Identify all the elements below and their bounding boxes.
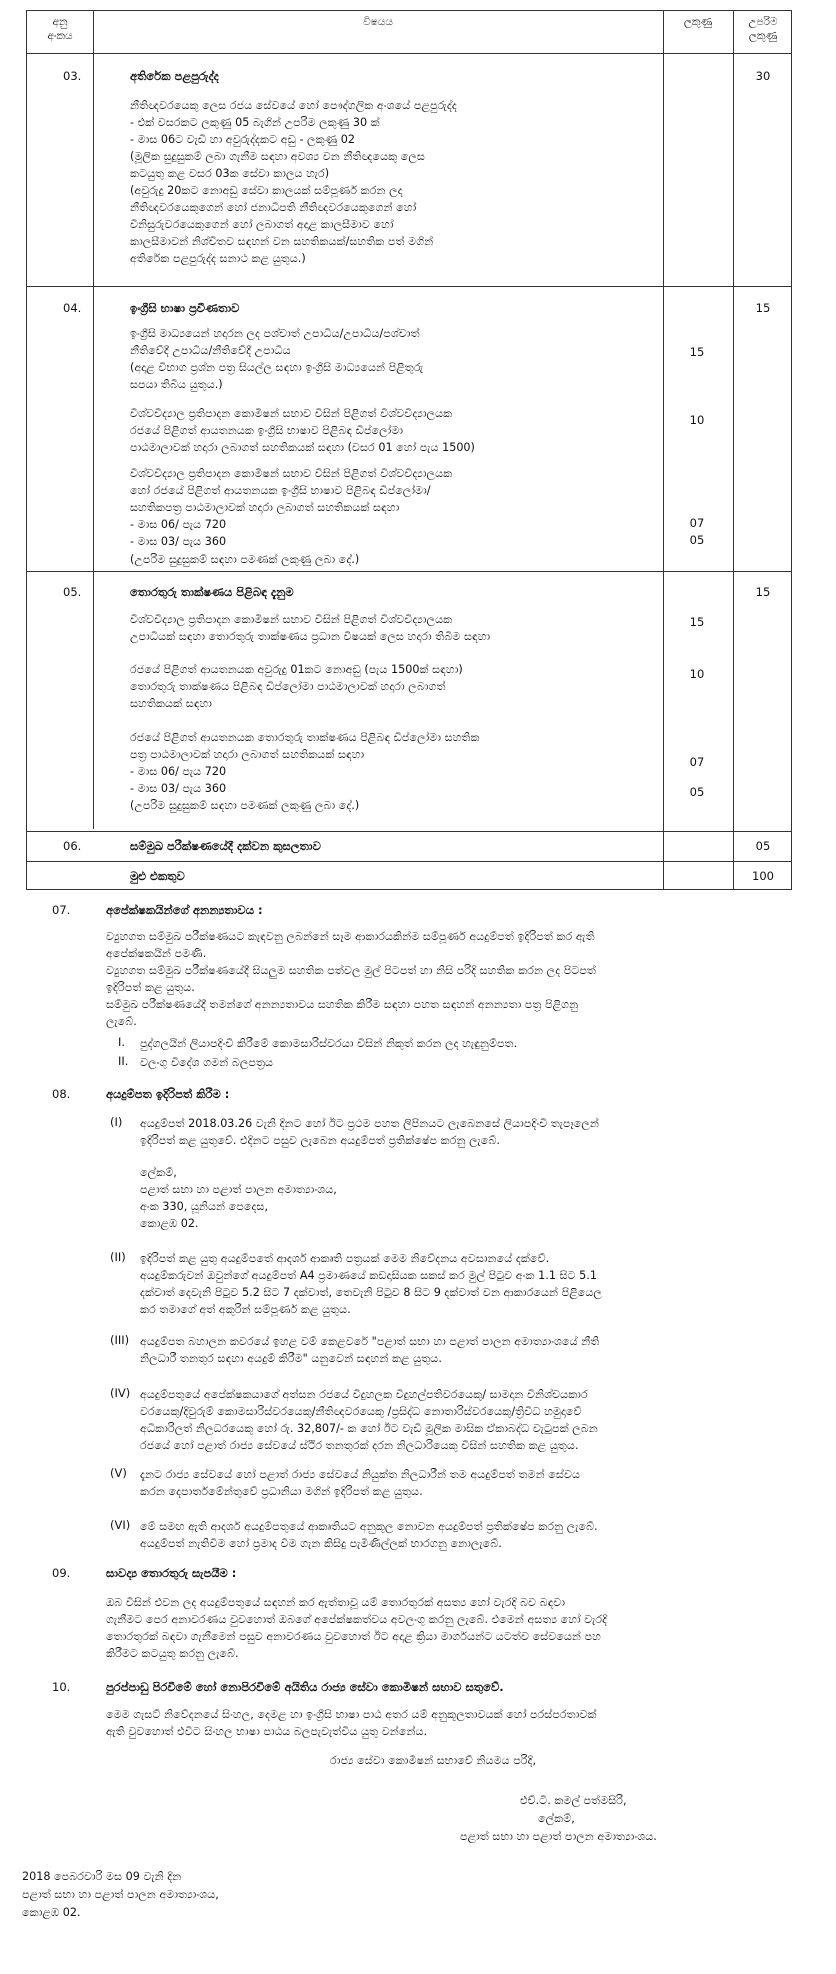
row-number: 05. [63, 585, 82, 599]
row-description: විශ්වවිද්‍යාල ප්‍රතිපාදන කොමිෂන් සභාව විසින් පිළිගත් විශ්වවිද්‍යාලයක රජයේ පිළිගත් ආයතනයක ඉංග්‍රීසි භාෂාව පිළිබඳ ඩිප්ලෝමා පාඨමාලාවක් හදාරා ලබාගත් සහතිකයක් සඳහා (වසර 01 හෝ පැය 1500) [130, 407, 475, 454]
apply-item-number: (V) [110, 1466, 127, 1480]
section-10-text: මෙම ගැසට් නිවේදනයේ සිංහල, දෙමළ හා ඉංග්‍රීසි භාෂා පාඨ අතර යම් අනුකූලතාවයක් හෝ පරස්පරතාවක් ඇති වුවහොත් එවිට සිංහල භාෂා පාඨය බලපැවැත්විය යුතු වන්නේය. [106, 1708, 597, 1738]
apply-item: මේ සමඟ ඇති ආදර්ශ අයදුම්පතුයේ ආකෘතියට අනුකූල නොවන අයදුම්පත් ප්‍රතික්ෂේප කරනු ලැබේ. අයදුම්පත් නැතිවීම හෝ ප්‍රමාද වීම ගැන කිසිදු පැමිණිල්ලක් භාරගනු නොලැබේ. [140, 1520, 598, 1550]
row-divider [27, 831, 791, 832]
column-divider [93, 11, 94, 829]
header-number: අනු අංකය [47, 16, 73, 42]
row-number: 03. [63, 69, 82, 83]
table-header [27, 11, 791, 54]
row-description: ඉංග්‍රීසි මාධ්‍යයෙන් හදාරන ලද පශ්චාත් උපාධිය/උපාධිය/පශ්චාත් නීතිවේදී උපාධිය/නීතිවේදී උපාධිය (අදාළ විභාග ප්‍රශ්න පත්‍ර සියල්ල සඳහා ඉංග්‍රීසි මාධ්‍යයෙන් පිළිතුරු සපයා තිබිය යුතුය.) [130, 327, 424, 391]
row-title: අතිරේක පළපුරුද්ද [130, 69, 219, 83]
id-item-number: I. [118, 1035, 126, 1049]
total-value: 100 [752, 869, 774, 883]
section-07-title: අපේක්ෂකයින්ගේ අනන්‍යතාවය : [106, 903, 263, 917]
sub-marks: 10 [689, 413, 705, 427]
row-title: ඉංග්‍රීසි භාෂා ප්‍රවීණතාව [130, 301, 240, 315]
apply-item: අයදුම්පත බහාලන කවරයේ ඉහළ වම් කෙළවරේ "පළාත් සභා හා පළාත් පාලන අමාත්‍යාංශයේ නීති නිලධාරී තනතුර සඳහා අයදුම් කිරීම" යනුවෙන් සඳහන් කළ යුතුය. [140, 1335, 600, 1365]
section-09-text: ඔබ විසින් එවන ලද අයදුම්පතුයේ සඳහන් කර ඇත්තාවූ යම් තොරතුරක් අසත්‍ය හෝ වැරදි බව බඳවා ගැනීමට පෙර අනාවරණය වුවහොත් ඔබගේ අපේක්ෂකත්වය අවලංගු කරනු ලැබේ. එමෙන් අසත්‍ය හෝ වැරදි තොරතුරක් බඳවා ගැනීමෙන් පසුව අනාවරණය වුවහොත් ඊට අදාළ ක්‍රියා මාර්ගයන්ට යටත්ව සේවයෙන් පහ කිරීමට කටයුතු කරනු ලැබේ. [106, 1596, 608, 1660]
section-07-text: ව්‍යුහගත සම්මුඛ පරීක්ෂණයට කැඳවනු ලබන්නේ සෑම ආකාරයකින්ම සම්පූර්ණ අයදුම්පත් ඉදිරිපත් කර ඇති අපේක්ෂකයින් පමණි. ව්‍යුහගත සම්මුඛ පරීක්ෂණයේදී සියලුම සහතික පත්වල මුල් පිටපත් හා නිසි පරිදි සහතික කරන ලද පිටපත් ඉදිරිපත් කළ යුතුය. සම්මුඛ පරීක්ෂණයේදී තමන්ගේ අනන්‍යතාවය සහතික කිරීම සඳහා පහත සඳහන් අනන්‍යතා පත්‍ර පිළිගනු ලැබේ. [106, 930, 597, 1028]
sub-marks: 05 [689, 533, 705, 547]
section-10-number: 10. [52, 1680, 71, 1694]
row-max-marks: 15 [755, 585, 771, 599]
apply-item-number: (II) [110, 1250, 126, 1264]
section-07-number: 07. [52, 903, 71, 917]
apply-item-number: (III) [110, 1333, 130, 1347]
row-description: නීතිඥවරයෙකු ලෙස රජය සේවයේ හෝ පෞද්ගලික අංශයේ පළපුරුද්ද - එක් වසරකට ලකුණු 05 බැගින් උපරිම ලකුණු 30 ක් - මාස 06ට වැඩි හා අවුරුද්දකට අඩු - ලකුණු 02 (මූලික සුදුසුකම් ලබා ගැනීම සඳහා අවශ්‍ය වන නීතිඥයෙකු ලෙස කටයුතු කළ වසර 03ක සේවා කාලය හැර) (අවුරුදු 20කට නොඅඩු සේවා කාලයක් සම්පූර්ණ කරන ලද නීතිඥවරයෙකුගෙන් හෝ ජනාධිපති නීතිඥවරයෙකුගෙන් හෝ විනිසුරුවරයෙකුගෙන් හෝ ලබාගත් අදාළ කාලසීමාව හෝ කාලසීමාවන් නිශ්චිතව සඳහන් වන සහතිකයක්/සහතික පත් මගින් අතිරේක පළපුරුද්ද සනාථ කළ යුතුය.) [130, 99, 457, 265]
header-subject: විෂයය [363, 16, 393, 28]
row-description: විශ්වවිද්‍යාල ප්‍රතිපාදන කොමිෂන් සභාව විසින් පිළිගත් විශ්වවිද්‍යාලයක උපාධියක් සඳහා තොරතුරු තාක්ෂණය ප්‍රධාන විෂයක් ලෙස හදාරා තිබීම සඳහා [130, 613, 491, 643]
row-title: සම්මුඛ පරීක්ෂණයේදී දක්වන කුසලතාව [130, 839, 321, 853]
row-divider [27, 571, 791, 572]
section-08-title: අයදුම්පත ඉදිරිපත් කිරීම : [106, 1087, 230, 1101]
sub-marks: 15 [689, 345, 705, 359]
signatory-block: එච්.ටී. කමල් පත්මසිරි, ලේකම්, පළාත් සභා හා පළාත් පාලන අමාත්‍යාංශය. [460, 1794, 657, 1843]
apply-item-number: (IV) [110, 1386, 131, 1400]
sub-marks: 07 [689, 755, 705, 769]
row-max-marks: 15 [755, 301, 771, 315]
row-note: (උපරිම සුදුසුකම් සඳහා පමණක් ලකුණු ලබා දේ.) [130, 553, 360, 566]
apply-item-number: (I) [110, 1115, 123, 1129]
sub-marks: 07 [689, 516, 705, 530]
footer-date-address: 2018 පෙබරවාරි මස 09 වැනි දින පළාත් සභා හා පළාත් පාලන අමාත්‍යාංශය, කොළඹ 02. [22, 1870, 219, 1919]
section-09-number: 09. [52, 1566, 71, 1580]
sub-marks: 10 [689, 667, 705, 681]
row-divider [27, 861, 791, 862]
header-marks: ලකුණු [683, 16, 713, 28]
id-item-number: II. [118, 1054, 129, 1068]
id-item: පුද්ගලයින් ලියාපදිංචි කිරීමේ කොමසාරිස්වරයා විසින් නිකුත් කරන ලද හැඳුනුම්පත. [140, 1037, 518, 1050]
sub-marks: 15 [689, 615, 705, 629]
total-label: මුළු එකතුව [130, 869, 185, 883]
apply-item: දැනට රාජ්‍ය සේවයේ හෝ පළාත් රාජ්‍ය සේවයේ නියුක්ත නිලධාරීන් තම අයදුම්පත් තමන් සේවය කරන දෙපාර්තමේන්තුවේ ප්‍රධානියා මගින් ඉදිරිපත් කළ යුතුය. [140, 1468, 581, 1498]
row-max-marks: 30 [755, 69, 771, 83]
row-title: තොරතුරු තාක්ෂණය පිළිබඳ දැනුම [130, 585, 294, 599]
row-number: 06. [63, 839, 82, 853]
row-description: රජයේ පිළිගත් ආයතනයක අවුරුදු 01කට නොඅඩු (පැය 1500ක් සඳහා) තොරතුරු තාක්ෂණය පිළිබඳ ඩිප්ලෝමා පාඨමාලාවක් හදාරා ලබාගත් සහතිකයක් සඳහා [130, 663, 463, 710]
postal-address: ලේකම්, පළාත් සභා හා පළාත් පාලන අමාත්‍යාංශය, අංක 330, යූනියන් පෙදෙස, කොළඹ 02. [140, 1166, 337, 1230]
section-10-title: පුරප්පාඩු පිරවීමේ හෝ නොපිරවීමේ අයිතිය රාජ්‍ය සේවා කොමිෂන් සභාව සතුවේ. [106, 1680, 504, 1694]
sub-marks: 05 [689, 785, 705, 799]
section-08-number: 08. [52, 1087, 71, 1101]
section-09-title: සාවද්‍ය තොරතුරු සැපයීම : [106, 1566, 237, 1580]
row-max-marks: 05 [755, 839, 771, 853]
row-divider [27, 286, 791, 287]
apply-item: ඉදිරිපත් කළ යුතු අයදුම්පතේ ආදර්ශ ආකෘති පත්‍රයක් මෙම නිවේදනය අවසානයේ දක්වේ. අයදුම්කරුවන් ඔවුන්ගේ අයදුම්පත් A4 ප්‍රමාණයේ කඩදාසියක සකස් කර මුල් පිටුව අංක 1.1 සිට 5.1 දක්වාත් දෙවැනි පිටුව 5.2 සිට 7 දක්වාත්, තෙවැනි පිටුව 8 සිට 9 දක්වාත් වන ආකාරයෙන් පිළියෙල කර තමාගේ අත් අකුරින් සම්පූර්ණ කළ යුතුය. [140, 1252, 602, 1316]
marks-table [26, 10, 792, 890]
row-description: රජයේ පිළිගත් ආයතනයක තොරතුරු තාක්ෂණය පිළිබඳ ඩිප්ලෝමා සහතික පත්‍ර පාඨමාලාවක් හදාරා ලබාගත් සහතිකයක් සඳහා - මාස 06/ පැය 720 - මාස 03/ පැය 360 (උපරිම සුදුසුකම් සඳහා පමණක් ලකුණු ලබා දේ.) [130, 731, 480, 812]
apply-item-number: (VI) [110, 1518, 131, 1532]
apply-item: අයදුම්පතුයේ අපේක්ෂකයාගේ අත්සන රජයේ විදුහලක විදුහල්පතිවරයෙකු/ සාමදාන විනිශ්චයකාර වරයෙකු/දිවුරුම් කොමසාරිස්වරයෙකු/නීතිඥවරයෙකු /ප්‍රසිද්ධ නොතාරිස්වරයෙකු/ත්‍රිවිධ හමුදාවේ අධිකාරිලත් නිලධරයෙකු හෝ රු. 32,807/- ක හෝ ඊට වැඩි මූලික මාසික ඒකාබද්ධ වැටුපක් ලබන රජයේ හෝ පළාත් රාජ්‍ය සේවයේ ස්ථිර තනතුරක් දරන නිලධාරියෙකු විසින් සහතික කළ යුතුය. [140, 1388, 598, 1452]
row-number: 04. [63, 301, 82, 315]
apply-item: අයදුම්පත් 2018.03.26 වැනි දිනට හෝ ඊට ප්‍රථම පහත ලිපිනයට ලැබෙනසේ ලියාපදිංචි තැපෑලෙන් ඉදිරිපත් කළ යුතුවේ. එදිනට පසුව ලැබෙන අයදුම්පත් ප්‍රතික්ෂේප කරනු ලැබේ. [140, 1117, 599, 1147]
order-line: රාජ්‍ය සේවා කොමිෂන් සභාවේ නියමය පරිදි, [330, 1754, 537, 1767]
header-max-marks: උපරිම ලකුණු [748, 16, 778, 42]
row-description: විශ්වවිද්‍යාල ප්‍රතිපාදන කොමිෂන් සභාව විසින් පිළිගත් විශ්වවිද්‍යාලයක හෝ රජයේ පිළිගත් ආයතනයක ඉංග්‍රීසි භාෂාව පිළිබඳ ඩිප්ලෝමා/ සහතිකපත්‍ර පාඨමාලාවක් හදාරා ලබාගත් සහතිකයක් සඳහා - මාස 06/ පැය 720 - මාස 03/ පැය 360 [130, 467, 453, 548]
id-item: වලංගු විදේශ ගමන් බලපත්‍රය [140, 1056, 274, 1069]
